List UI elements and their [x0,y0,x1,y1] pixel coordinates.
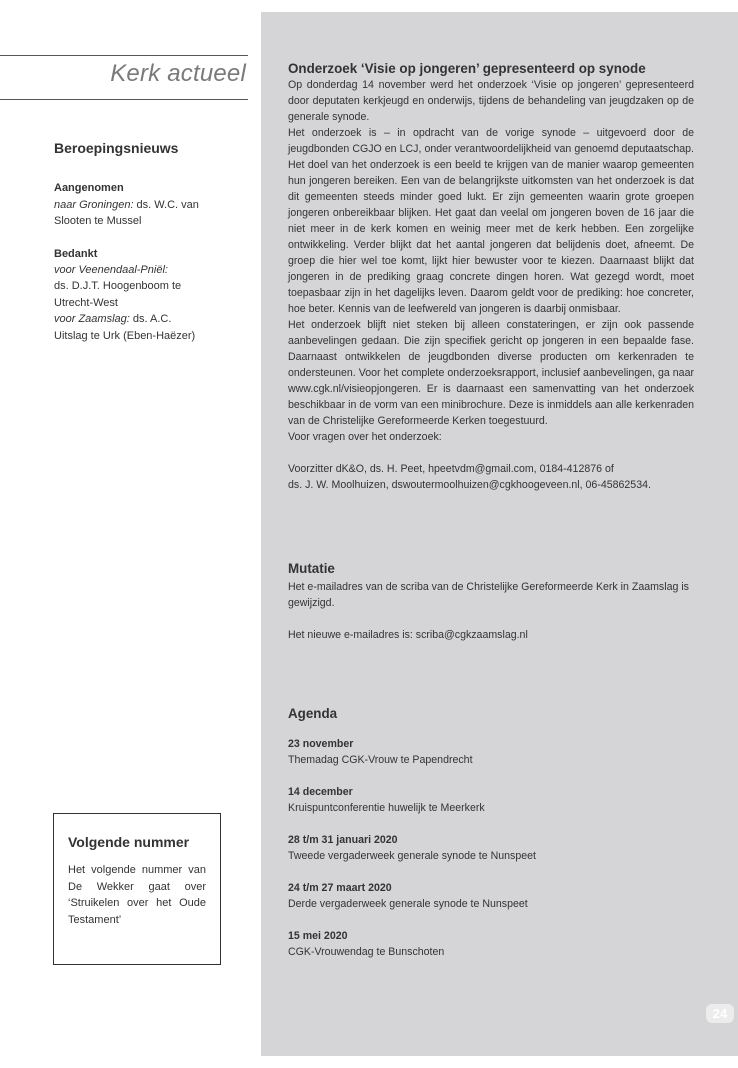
agenda-item-date: 15 mei 2020 [288,930,348,942]
mutatie-paragraph-2: Het nieuwe e-mailadres is: scriba@cgkzaamslag.nl [288,629,528,641]
spacer [288,445,694,461]
spacer [288,611,694,627]
agenda-item [288,928,694,960]
agenda-item-text: CGK-Vrouwendag te Bunschoten [288,946,445,958]
aangenomen-label: Aangenomen [54,182,124,195]
beroepingsnieuws-heading: Beroepingsnieuws [54,140,179,156]
agenda-item-text: Themadag CGK-Vrouw te Papendrecht [288,754,473,766]
aangenomen-place: naar Groningen: [54,198,134,211]
agenda-item [288,736,694,768]
article-contact-2: ds. J. W. Moolhuizen, dswoutermoolhuizen@cgkhoogeveen.nl, 06-45862534. [288,479,651,491]
bedankt-place-1: voor Veenendaal-Pniël: [54,264,168,277]
agenda-item-text: Kruispuntconferentie huwelijk te Meerkerk [288,802,485,814]
article [288,60,694,493]
bedankt-label: Bedankt [54,247,98,260]
article-paragraph-3: Het onderzoek blijft niet steken bij alleen constateringen, er zijn ook passende aanbevelingen gedaan. Die zijn specifiek gericht op jongeren in een bepaalde fase. Daarnaast ontwikkelen de jeugdbonden diverse producten om kerkenraden te ondersteunen. Voor het complete onderzoeksrapport, inclusief aanbevelingen, ga naar www.cgk.nl/visieopjongeren. Er is daarnaast een samenvatting van het onderzoek beschikbaar in de vorm van een minibrochure. Deze is inmiddels aan alle kerkenraden van de Christelijke Gereformeerde Kerken toegestuurd. [288,319,694,427]
bedankt-place-2: voor Zaamslag: [54,313,130,326]
agenda-item-text: Tweede vergaderweek generale synode te Nunspeet [288,850,536,862]
article-paragraph-4: Voor vragen over het onderzoek: [288,431,442,443]
article-title: Onderzoek ‘Visie op jongeren’ gepresenteerd op synode [288,61,646,76]
section-divider-top [0,55,248,56]
volgende-nummer-box [53,813,221,965]
aangenomen-line [54,197,214,213]
section-divider-bottom [0,99,248,100]
article-contact-1: Voorzitter dK&O, ds. H. Peet, hpeetvdm@gmail.com, 0184-412876 of [288,463,614,475]
bedankt-person-1-cont: Utrecht-West [54,296,118,309]
aangenomen-person-cont: Slooten te Mussel [54,215,142,228]
agenda-item [288,832,694,864]
agenda-section [288,705,694,976]
agenda-item-text: Derde vergaderweek generale synode te Nunspeet [288,898,528,910]
bedankt-block [54,246,214,344]
bedankt-person-2-cont: Uitslag te Urk (Eben-Haëzer) [54,329,196,342]
article-contacts [288,461,694,493]
agenda-item-date: 24 t/m 27 maart 2020 [288,882,392,894]
article-paragraph-2: Het onderzoek is – in opdracht van de vorige synode – uitgevoerd door de jeugdbonden CGJO en LCJ, onder verantwoordelijkheid van genoemd deputaatschap. Het doel van het onderzoek is een beeld te krijgen van de manier waarop gemeenten hun jongeren bereiken. Een van de belangrijkste uitkomsten van het onderzoek is dat dit gemeenten steeds minder goed lukt. Er zijn gemeenten waarin grote groepen jongeren onbereikbaar blijken. Het gaat dan veelal om jongeren boven de 16 jaar die niet meer in de kerk komen en weinig meer met de kerk hebben. Een zorgelijke ontwikkeling. Verder blijkt dat het aantal jongeren dat belijdenis doet, afneemt. De groep die hier wel toe komt, lijkt hier bewuster voor te kiezen. Daarnaast blijkt dat jongeren in de prediking graag concrete dingen horen. Wat gezegd wordt, moet toepasbaar zijn in het dagelijks leven. Daarom geldt voor de prediking: hoe concreter, hoe beter. Kennis van de leefwereld van jongeren is daarbij onmisbaar. [288,127,694,315]
agenda-heading: Agenda [288,706,338,721]
beroepingsnieuws-column [54,140,214,360]
section-title: Kerk actueel [110,60,246,87]
agenda-item-date: 23 november [288,738,354,750]
page-number: 24 [706,1004,734,1023]
volgende-nummer-text: Het volgende nummer van De Wekker gaat over ‘Struikelen over het Oude Testament’ [68,864,206,926]
agenda-item [288,784,694,816]
mutatie-heading: Mutatie [288,561,335,576]
volgende-nummer-heading: Volgende nummer [68,834,190,850]
bedankt-person-2: ds. A.C. [129,313,172,326]
mutatie-paragraph-1: Het e-mailadres van de scriba van de Christelijke Gereformeerde Kerk in Zaamslag is gewijzigd. [288,581,689,609]
mutatie-section [288,560,694,643]
article-paragraph-1: Op donderdag 14 november werd het onderzoek ‘Visie op jongeren’ gepresenteerd door deputaten kerkjeugd en onderwijs, tijdens de behandeling van jeugdzaken op de generale synode. [288,79,694,123]
agenda-item [288,880,694,912]
agenda-item-date: 28 t/m 31 januari 2020 [288,834,398,846]
agenda-item-date: 14 december [288,786,353,798]
bedankt-person-1: ds. D.J.T. Hoogenboom te [54,280,182,293]
aangenomen-person: ds. W.C. van [133,198,199,211]
bedankt-line-2 [54,311,214,327]
aangenomen-block [54,180,214,229]
